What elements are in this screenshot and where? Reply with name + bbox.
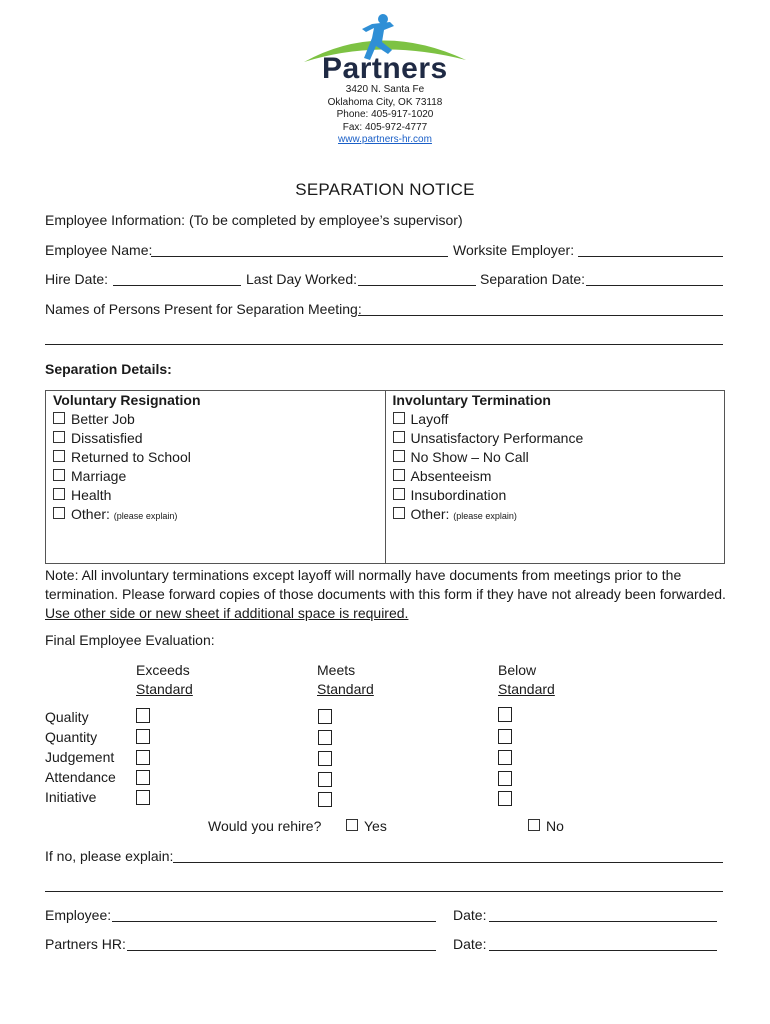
attendance-meets-checkbox[interactable] xyxy=(318,772,332,787)
employee-date-field[interactable] xyxy=(489,921,717,922)
employee-info-intro: Employee Information: (To be completed by employee’s supervisor) xyxy=(45,212,463,228)
separation-details-table xyxy=(45,390,725,564)
quality-exceeds-checkbox[interactable] xyxy=(136,708,150,723)
option-other-involuntary[interactable]: Other: (please explain) xyxy=(393,505,718,526)
employee-signature-label: Employee: xyxy=(45,907,112,923)
involuntary-heading: Involuntary Termination xyxy=(392,392,551,408)
hire-date-label: Hire Date: xyxy=(45,271,109,287)
address-line1: 3420 N. Santa Fe xyxy=(345,84,425,95)
initiative-below-checkbox[interactable] xyxy=(498,791,512,806)
option-unsatisfactory-performance[interactable]: Unsatisfactory Performance xyxy=(393,429,718,448)
checkbox[interactable] xyxy=(53,488,65,500)
explain-field[interactable] xyxy=(173,862,723,863)
criterion-quantity: Quantity xyxy=(45,729,98,745)
last-day-field[interactable] xyxy=(358,285,476,286)
persons-present-label: Names of Persons Present for Separation Meeting: xyxy=(45,301,362,317)
employee-name-label: Employee Name: xyxy=(45,242,153,258)
initiative-meets-checkbox[interactable] xyxy=(318,792,332,807)
partners-hr-date-field[interactable] xyxy=(489,950,717,951)
employee-signature-field[interactable] xyxy=(112,921,436,922)
note-line1: Note: All involuntary terminations except layoff will normally have documents from meetings prior to the xyxy=(45,567,682,583)
hire-date-field[interactable] xyxy=(113,285,241,286)
separation-date-field[interactable] xyxy=(586,285,723,286)
option-layoff[interactable]: Layoff xyxy=(393,410,718,429)
persons-present-field[interactable] xyxy=(358,315,723,316)
criterion-judgement: Judgement xyxy=(45,749,115,765)
rehire-no-option[interactable]: No xyxy=(528,818,564,834)
employee-date-label: Date: xyxy=(453,907,487,923)
checkbox[interactable] xyxy=(53,469,65,481)
persons-present-field-line2[interactable] xyxy=(45,344,723,345)
option-health[interactable]: Health xyxy=(53,486,378,505)
note-line3: Use other side or new sheet if additional space is required. xyxy=(45,605,409,621)
checkbox[interactable] xyxy=(393,469,405,481)
partners-logo xyxy=(300,10,470,90)
judgement-meets-checkbox[interactable] xyxy=(318,751,332,766)
checkbox[interactable] xyxy=(53,412,65,424)
option-insubordination[interactable]: Insubordination xyxy=(393,486,718,505)
explain-field-line2[interactable] xyxy=(45,891,723,892)
address-line2: Oklahoma City, OK 73118 xyxy=(327,96,443,108)
worksite-employer-label: Worksite Employer: xyxy=(453,242,575,258)
separation-details-heading: Separation Details: xyxy=(45,361,172,377)
checkbox[interactable] xyxy=(393,488,405,500)
option-absenteeism[interactable]: Absenteeism xyxy=(393,467,718,486)
option-better-job[interactable]: Better Job xyxy=(53,410,378,429)
column-exceeds: Exceeds Standard xyxy=(136,662,193,697)
partners-hr-signature-label: Partners HR: xyxy=(45,936,126,952)
checkbox[interactable] xyxy=(53,450,65,462)
option-no-show[interactable]: No Show – No Call xyxy=(393,448,718,467)
rehire-question: Would you rehire? xyxy=(208,818,322,834)
voluntary-column xyxy=(46,391,386,564)
partners-hr-date-label: Date: xyxy=(453,936,487,952)
checkbox[interactable] xyxy=(528,819,540,831)
checkbox[interactable] xyxy=(53,507,65,519)
checkbox[interactable] xyxy=(346,819,358,831)
worksite-employer-field[interactable] xyxy=(578,256,723,257)
criterion-initiative: Initiative xyxy=(45,789,97,805)
note-line2: termination. Please forward copies of those documents with this form if they have not already been forwarded. xyxy=(45,586,726,602)
quantity-exceeds-checkbox[interactable] xyxy=(136,729,150,744)
separation-date-label: Separation Date: xyxy=(480,271,586,287)
checkbox[interactable] xyxy=(393,507,405,519)
attendance-below-checkbox[interactable] xyxy=(498,771,512,786)
company-address xyxy=(285,84,485,147)
voluntary-heading: Voluntary Resignation xyxy=(53,392,201,408)
quantity-below-checkbox[interactable] xyxy=(498,729,512,744)
checkbox[interactable] xyxy=(393,431,405,443)
checkbox[interactable] xyxy=(393,412,405,424)
explain-label: If no, please explain: xyxy=(45,848,174,864)
criterion-attendance: Attendance xyxy=(45,769,116,785)
involuntary-column xyxy=(385,391,725,564)
judgement-below-checkbox[interactable] xyxy=(498,750,512,765)
checkbox[interactable] xyxy=(393,450,405,462)
logo-wordmark: Partners xyxy=(322,52,448,85)
quality-meets-checkbox[interactable] xyxy=(318,709,332,724)
option-other-voluntary[interactable]: Other: (please explain) xyxy=(53,505,378,526)
website-link[interactable]: www.partners-hr.com xyxy=(338,134,432,146)
initiative-exceeds-checkbox[interactable] xyxy=(136,790,150,805)
option-returned-to-school[interactable]: Returned to School xyxy=(53,448,378,467)
quality-below-checkbox[interactable] xyxy=(498,707,512,722)
option-marriage[interactable]: Marriage xyxy=(53,467,378,486)
column-below: Below Standard xyxy=(498,662,555,697)
column-meets: Meets Standard xyxy=(317,662,374,697)
quantity-meets-checkbox[interactable] xyxy=(318,730,332,745)
last-day-label: Last Day Worked: xyxy=(246,271,358,287)
page-title: SEPARATION NOTICE xyxy=(295,180,475,199)
option-dissatisfied[interactable]: Dissatisfied xyxy=(53,429,378,448)
checkbox[interactable] xyxy=(53,431,65,443)
evaluation-heading: Final Employee Evaluation: xyxy=(45,632,215,648)
employee-name-field[interactable] xyxy=(151,256,448,257)
rehire-yes-option[interactable]: Yes xyxy=(346,818,387,834)
judgement-exceeds-checkbox[interactable] xyxy=(136,750,150,765)
fax-number: Fax: 405-972-4777 xyxy=(342,121,428,133)
attendance-exceeds-checkbox[interactable] xyxy=(136,770,150,785)
phone-number: Phone: 405-917-1020 xyxy=(336,109,434,121)
partners-hr-signature-field[interactable] xyxy=(127,950,436,951)
criterion-quality: Quality xyxy=(45,709,89,725)
